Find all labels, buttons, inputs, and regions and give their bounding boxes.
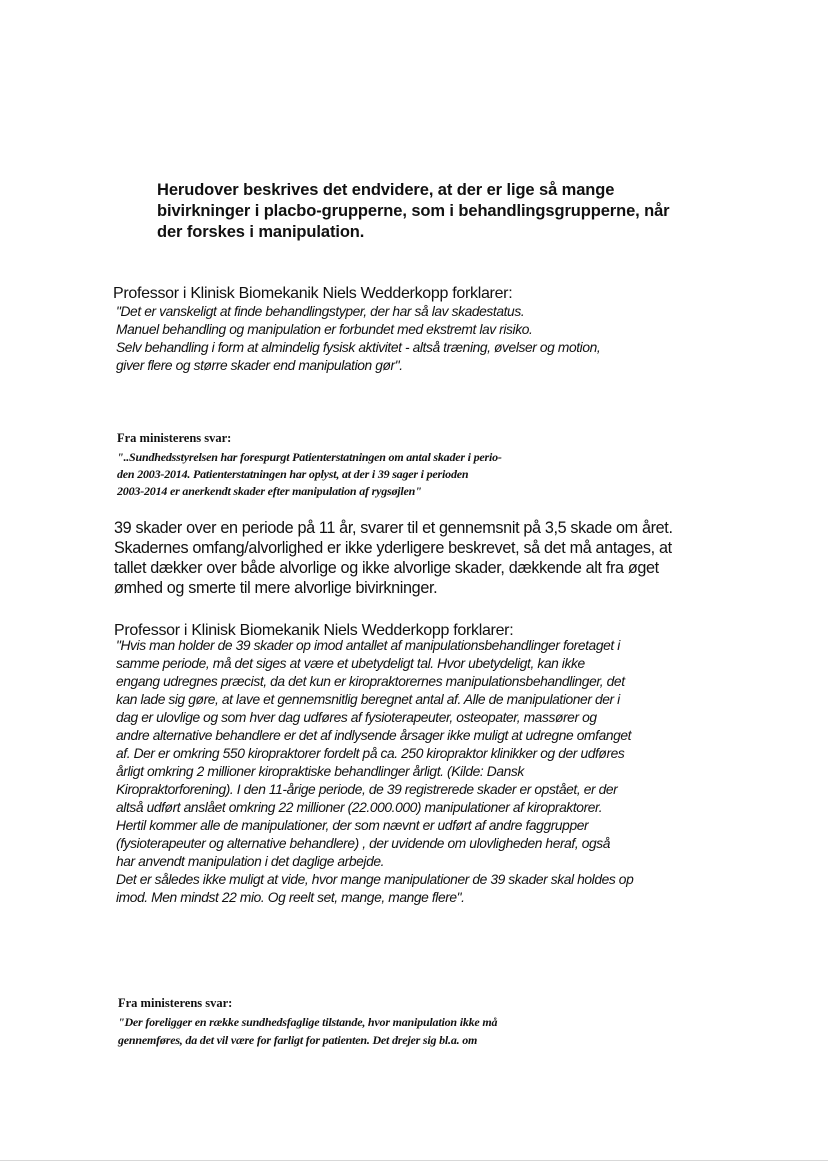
analysis-line: Skadernes omfang/alvorlighed er ikke yderligere beskrevet, så det må antages, at xyxy=(114,539,672,557)
analysis-line: ømhed og smerte til mere alvorlige bivirkninger. xyxy=(114,579,438,597)
minister1-heading: Fra ministerens svar: xyxy=(117,431,232,445)
page-edge-divider xyxy=(0,1160,828,1161)
quote-line: "Hvis man holder de 39 skader op imod antallet af manipulationsbehandlinger foretaget i xyxy=(116,638,620,653)
quote-line: kan lade sig gøre, at lave et gennemsnitlig beregnet antal af. Alle de manipulationer der i xyxy=(116,692,620,707)
quote-line: årligt omkring 2 millioner kiropraktiske behandlinger årligt. (Kilde: Dansk xyxy=(116,764,524,779)
quote-line: Det er således ikke muligt at vide, hvor mange manipulationer de 39 skader skal holdes op xyxy=(116,872,634,887)
quote-line: Manuel behandling og manipulation er forbundet med ekstremt lav risiko. xyxy=(116,322,533,337)
quote-line: samme periode, må det siges at være et ubetydeligt tal. Hvor ubetydeligt, kan ikke xyxy=(116,656,585,671)
quote-line: giver flere og større skader end manipulation gør". xyxy=(116,358,403,373)
quote-line: andre alternative behandlere er det af indlysende årsager ikke muligt at udregne omfanget xyxy=(116,728,632,743)
quote-line: (fysioterapeuter og alternative behandlere) , der uvidende om ulovligheden heraf, også xyxy=(116,836,611,851)
quote-line: Kiropraktorforening). I den 11-årige periode, de 39 registrerede skader er opstået, er der xyxy=(116,782,618,797)
quote-line: den 2003-2014. Patienterstatningen har oplyst, at der i 39 sager i perioden xyxy=(117,467,469,481)
quote-line: 2003-2014 er anerkendt skader efter manipulation af rygsøjlen" xyxy=(117,484,422,498)
quote-line: engang udregnes præcist, da det kun er kiropraktorernes manipulationsbehandlinger, det xyxy=(116,674,625,689)
intro-line: bivirkninger i placbo-grupperne, som i behandlingsgrupperne, når xyxy=(157,202,670,220)
section2-quote xyxy=(116,637,633,907)
intro-paragraph xyxy=(157,180,670,243)
section1-heading: Professor i Klinisk Biomekanik Niels Wedderkopp forklarer: xyxy=(113,285,513,302)
analysis-line: tallet dækker over både alvorlige og ikke alvorlige skader, dækkende alt fra øget xyxy=(114,559,659,577)
quote-line: imod. Men mindst 22 mio. Og reelt set, mange, mange flere". xyxy=(116,890,465,905)
quote-line: gennemføres, da det vil være for farligt for patienten. Det drejer sig bl.a. om xyxy=(118,1033,478,1047)
quote-line: altså udført anslået omkring 22 millioner (22.000.000) manipulationer af kiropraktorer. xyxy=(116,800,603,815)
quote-line: Selv behandling i form at almindelig fysisk aktivitet - altså træning, øvelser og motion, xyxy=(116,340,601,355)
intro-line: der forskes i manipulation. xyxy=(157,223,365,241)
quote-line: af. Der er omkring 550 kiropraktorer fordelt på ca. 250 kiropraktor klinikker og der udføres xyxy=(116,746,625,761)
quote-line: dag er ulovlige og som hver dag udføres af fysioterapeuter, osteopater, massører og xyxy=(116,710,597,725)
minister2-quote xyxy=(118,1013,497,1049)
quote-line: Hertil kommer alle de manipulationer, der som nævnt er udført af andre faggrupper xyxy=(116,818,589,833)
analysis-paragraph xyxy=(114,518,673,598)
quote-line: "Der foreligger en række sundhedsfaglige tilstande, hvor manipulation ikke må xyxy=(118,1015,498,1029)
intro-line: Herudover beskrives det endvidere, at der er lige så mange xyxy=(157,181,615,199)
quote-line: "Det er vanskeligt at finde behandlingstyper, der har så lav skadestatus. xyxy=(116,304,525,319)
analysis-line: 39 skader over en periode på 11 år, svarer til et gennemsnit på 3,5 skade om året. xyxy=(114,519,673,537)
quote-line: har anvendt manipulation i det daglige arbejde. xyxy=(116,854,385,869)
minister2-heading: Fra ministerens svar: xyxy=(118,996,233,1010)
minister1-quote xyxy=(117,449,502,500)
quote-line: "..Sundhedsstyrelsen har forespurgt Patienterstatningen om antal skader i perio- xyxy=(117,450,502,464)
section2-heading: Professor i Klinisk Biomekanik Niels Wedderkopp forklarer: xyxy=(114,622,514,639)
section1-quote xyxy=(116,303,600,375)
